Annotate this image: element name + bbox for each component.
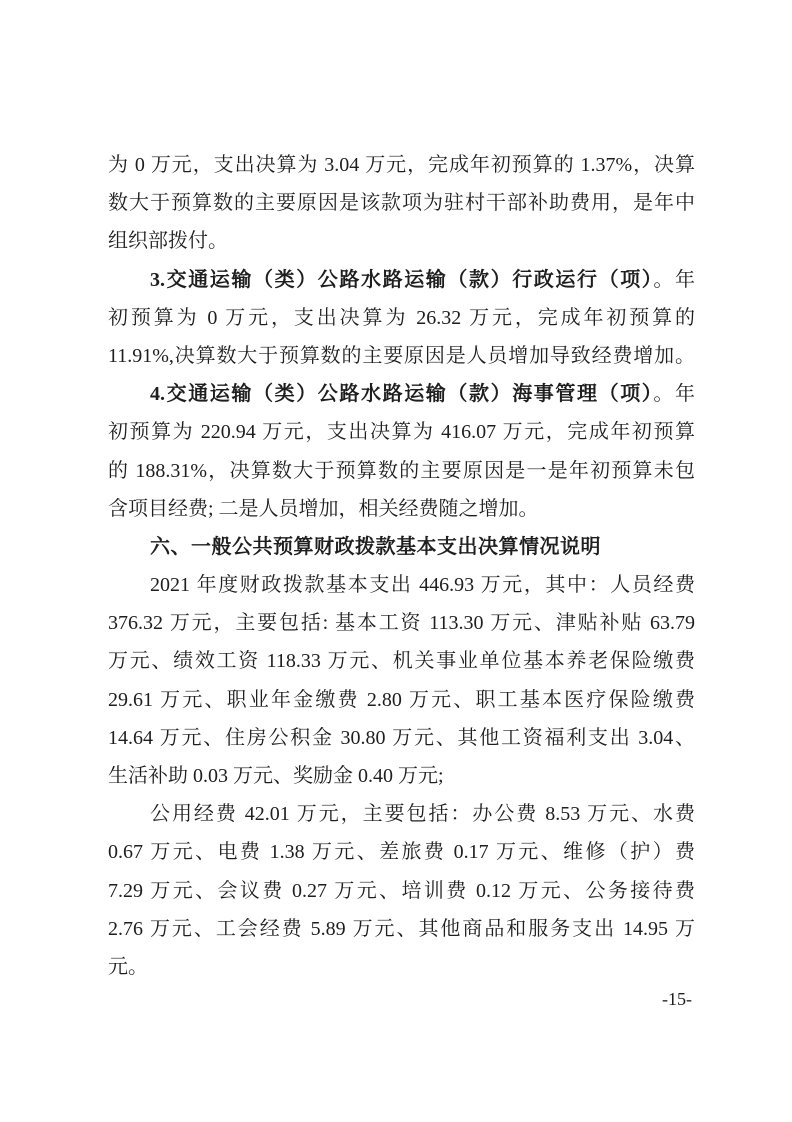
bold-text-segment: 4.交通运输（类）公路水路运输（款）海事管理（项）	[150, 383, 654, 406]
text-line	[108, 337, 695, 375]
text-segment: 376.32 万元，主要包括: 基本工资 113.30 万元、津贴补贴 63.79	[108, 612, 695, 635]
text-segment: 初预算为 0 万元，支出决算为 26.32 万元，完成年初预算的	[108, 306, 695, 329]
paragraph	[108, 795, 695, 986]
text-line	[108, 261, 695, 299]
text-line	[108, 490, 695, 528]
document-body	[108, 146, 695, 986]
section-heading	[108, 528, 695, 566]
text-segment: 0.67 万元、电费 1.38 万元、差旅费 0.17 万元、维修（护）费	[108, 841, 695, 864]
text-segment: 11.91%,决算数大于预算数的主要原因是人员增加导致经费增加。	[108, 344, 695, 367]
text-segment: 。年	[653, 383, 695, 406]
text-line	[108, 681, 695, 719]
text-line	[108, 299, 695, 337]
bold-text-segment: 3.交通运输（类）公路水路运输（款）行政运行（项）	[150, 268, 654, 291]
page-number: -15-	[662, 989, 692, 1009]
text-segment: 初预算为 220.94 万元，支出决算为 416.07 万元，完成年初预算	[108, 421, 695, 444]
text-line	[108, 757, 695, 795]
text-line	[108, 719, 695, 757]
text-line	[108, 872, 695, 910]
text-segment: 元。	[108, 955, 148, 978]
text-line	[108, 604, 695, 642]
text-line	[108, 566, 695, 604]
paragraph	[108, 566, 695, 795]
text-segment: 含项目经费; 二是人员增加，相关经费随之增加。	[108, 497, 539, 520]
text-line	[108, 375, 695, 413]
text-segment: 组织部拨付。	[108, 230, 228, 253]
text-segment: 29.61 万元、职业年金缴费 2.80 万元、职工基本医疗保险缴费	[108, 688, 695, 711]
text-segment: 生活补助 0.03 万元、奖励金 0.40 万元;	[108, 765, 444, 787]
text-segment: 2021 年度财政拨款基本支出 446.93 万元，其中：人员经费	[150, 574, 695, 597]
text-segment: 公用经费 42.01 万元，主要包括：办公费 8.53 万元、水费	[150, 803, 695, 826]
heading-paragraph	[108, 528, 695, 566]
text-segment: 为 0 万元，支出决算为 3.04 万元，完成年初预算的 1.37%，决算	[108, 154, 695, 176]
text-segment: 2.76 万元、工会经费 5.89 万元、其他商品和服务支出 14.95 万	[108, 917, 695, 940]
text-line	[108, 795, 695, 833]
text-line	[108, 642, 695, 680]
text-segment: 。年	[653, 268, 695, 291]
text-segment: 万元、绩效工资 118.33 万元、机关事业单位基本养老保险缴费	[108, 650, 695, 673]
paragraph	[108, 261, 695, 376]
text-line	[108, 222, 695, 260]
text-segment: 数大于预算数的主要原因是该款项为驻村干部补助费用，是年中	[108, 192, 695, 215]
text-segment: 7.29 万元、会议费 0.27 万元、培训费 0.12 万元、公务接待费	[108, 879, 695, 902]
text-line	[108, 833, 695, 871]
text-line	[108, 948, 695, 986]
paragraph	[108, 375, 695, 528]
text-segment: 14.64 万元、住房公积金 30.80 万元、其他工资福利支出 3.04、	[108, 726, 695, 749]
bold-text-segment: 六、一般公共预算财政拨款基本支出决算情况说明	[150, 535, 601, 558]
text-line	[108, 146, 695, 184]
text-line	[108, 413, 695, 451]
paragraph	[108, 146, 695, 261]
text-segment: 的 188.31%，决算数大于预算数的主要原因是一是年初预算未包	[108, 459, 695, 482]
text-line	[108, 184, 695, 222]
text-line	[108, 452, 695, 490]
text-line	[108, 910, 695, 948]
